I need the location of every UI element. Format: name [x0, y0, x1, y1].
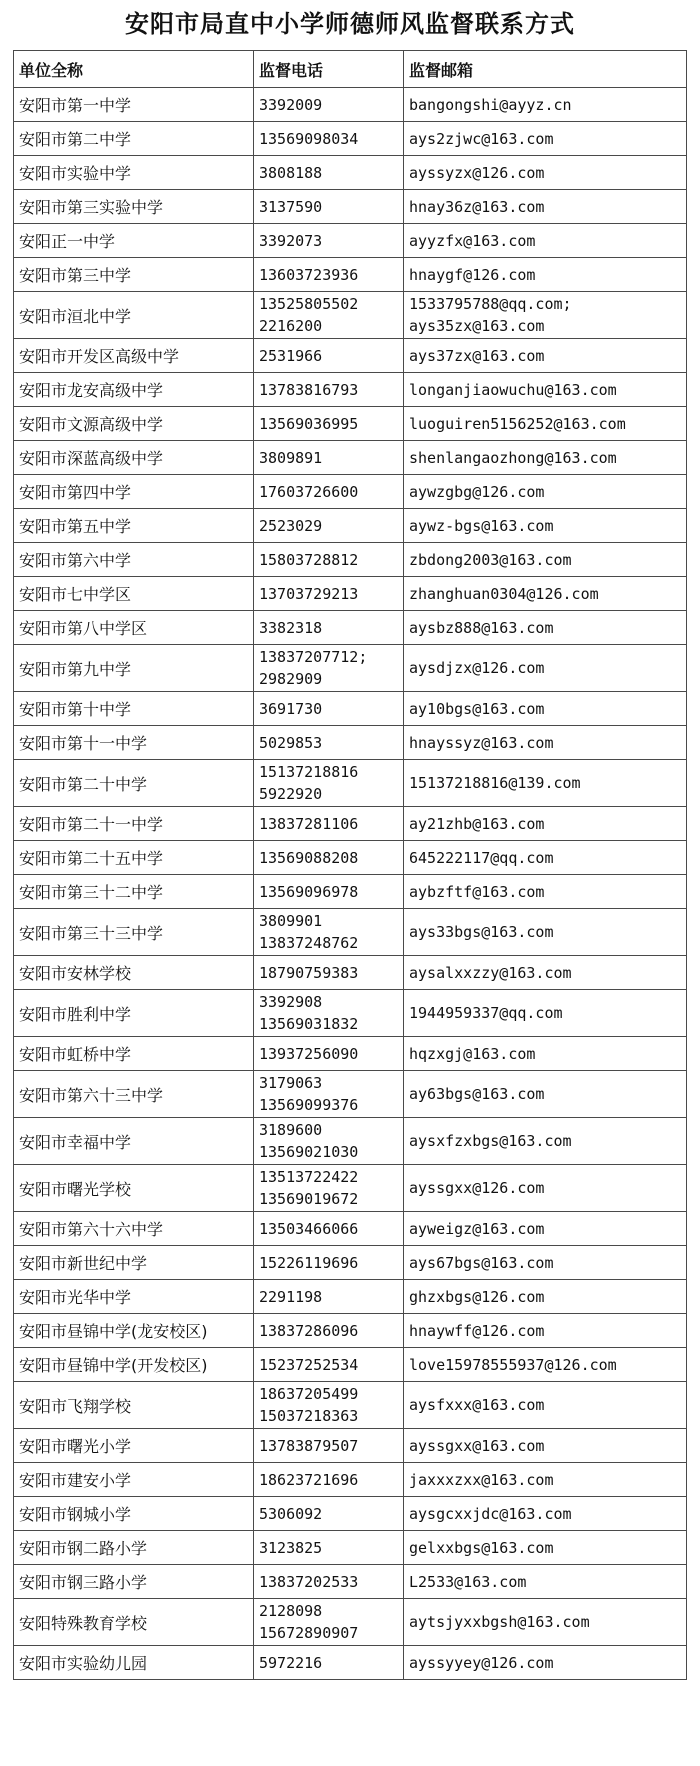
table-row: [14, 88, 687, 122]
phone-number: 3808188: [259, 163, 323, 182]
email-address: 1944959337@qq.com: [409, 1004, 563, 1022]
unit-name-cell: 安阳正一中学: [14, 224, 254, 258]
unit-name-cell: 安阳市昼锦中学(龙安校区): [14, 1314, 254, 1348]
phone-number: 2216200: [259, 317, 323, 335]
table-row: [14, 1280, 687, 1314]
email-address: ays67bgs@163.com: [409, 1253, 554, 1272]
unit-name-cell: 安阳市深蓝高级中学: [14, 441, 254, 475]
unit-name-cell: 安阳市安林学校: [14, 956, 254, 990]
unit-name-cell: 安阳市昼锦中学(开发校区): [14, 1348, 254, 1382]
email-cell: [404, 1646, 687, 1680]
unit-name-cell: 安阳市曙光学校: [14, 1165, 254, 1212]
email-address: ays37zx@163.com: [409, 346, 545, 365]
table-row: [14, 760, 687, 807]
phone-cell: [254, 1246, 404, 1280]
unit-name-cell: 安阳市第三十二中学: [14, 875, 254, 909]
phone-cell: [254, 1497, 404, 1531]
phone-number: 3179063: [259, 1074, 323, 1092]
email-address: hnaygf@126.com: [409, 265, 536, 284]
phone-number: 3809891: [259, 448, 323, 467]
email-address: luoguiren5156252@163.com: [409, 414, 626, 433]
email-cell: [404, 1599, 687, 1646]
unit-name-cell: 安阳市实验幼儿园: [14, 1646, 254, 1680]
table-row: [14, 1497, 687, 1531]
phone-cell: [254, 1165, 404, 1212]
phone-cell: [254, 1314, 404, 1348]
table-row: [14, 1382, 687, 1429]
email-address: aysxfzxbgs@163.com: [409, 1132, 572, 1150]
unit-name-cell: 安阳市虹桥中学: [14, 1037, 254, 1071]
phone-number: 13569096978: [259, 882, 359, 901]
email-address: hqzxgj@163.com: [409, 1044, 536, 1063]
header-phone: 监督电话: [254, 51, 404, 88]
phone-cell: [254, 1212, 404, 1246]
phone-cell: [254, 875, 404, 909]
unit-name-cell: 安阳市洹北中学: [14, 292, 254, 339]
phone-number: 13569031832: [259, 1015, 359, 1033]
table-row: [14, 543, 687, 577]
email-cell: [404, 1314, 687, 1348]
table-header: [14, 51, 687, 88]
unit-name-cell: 安阳市钢二路小学: [14, 1531, 254, 1565]
table-row: [14, 475, 687, 509]
email-address: ayssgxx@163.com: [409, 1436, 545, 1455]
unit-name-cell: 安阳市龙安高级中学: [14, 373, 254, 407]
table-row: [14, 692, 687, 726]
table-row: [14, 373, 687, 407]
email-address: aysbz888@163.com: [409, 618, 554, 637]
phone-cell: [254, 760, 404, 807]
phone-number: 5029853: [259, 733, 323, 752]
phone-cell: [254, 1599, 404, 1646]
phone-number: 13513722422: [259, 1168, 359, 1186]
phone-number: 13525805502: [259, 295, 359, 313]
phone-number: 15037218363: [259, 1407, 359, 1425]
phone-number: 13837286096: [259, 1321, 359, 1340]
phone-number: 13569099376: [259, 1096, 359, 1114]
header-row: [14, 51, 687, 88]
unit-name-cell: 安阳市第三中学: [14, 258, 254, 292]
phone-cell: [254, 258, 404, 292]
phone-cell: [254, 1348, 404, 1382]
email-address: hnayssyz@163.com: [409, 733, 554, 752]
phone-number: 13937256090: [259, 1044, 359, 1063]
unit-name-cell: 安阳市钢三路小学: [14, 1565, 254, 1599]
unit-name-cell: 安阳市光华中学: [14, 1280, 254, 1314]
email-address: aysalxxzzy@163.com: [409, 963, 572, 982]
email-address: aytsjyxxbgsh@163.com: [409, 1613, 590, 1631]
email-address: ays35zx@163.com: [409, 317, 545, 335]
phone-cell: [254, 88, 404, 122]
unit-name-cell: 安阳市文源高级中学: [14, 407, 254, 441]
phone-cell: [254, 292, 404, 339]
email-address: ays33bgs@163.com: [409, 923, 554, 941]
table-row: [14, 224, 687, 258]
phone-number: 13703729213: [259, 584, 359, 603]
phone-number: 13837202533: [259, 1572, 359, 1591]
phone-number: 15137218816: [259, 763, 359, 781]
email-cell: [404, 1212, 687, 1246]
email-cell: [404, 1463, 687, 1497]
email-cell: [404, 1565, 687, 1599]
unit-name-cell: 安阳市第二十中学: [14, 760, 254, 807]
phone-cell: [254, 122, 404, 156]
table-row: [14, 156, 687, 190]
unit-name-cell: 安阳市钢城小学: [14, 1497, 254, 1531]
unit-name-cell: 安阳市七中学区: [14, 577, 254, 611]
phone-cell: [254, 1382, 404, 1429]
email-cell: [404, 807, 687, 841]
unit-name-cell: 安阳市第一中学: [14, 88, 254, 122]
email-cell: [404, 543, 687, 577]
table-row: [14, 1599, 687, 1646]
table-row: [14, 956, 687, 990]
phone-number: 5972216: [259, 1653, 323, 1672]
phone-cell: [254, 156, 404, 190]
phone-cell: [254, 577, 404, 611]
phone-number: 13837207712;: [259, 648, 368, 666]
email-cell: [404, 990, 687, 1037]
email-cell: [404, 692, 687, 726]
email-cell: [404, 1280, 687, 1314]
phone-cell: [254, 1463, 404, 1497]
table-body: [14, 88, 687, 1680]
phone-cell: [254, 190, 404, 224]
email-address: ay63bgs@163.com: [409, 1085, 545, 1103]
table-row: [14, 807, 687, 841]
email-cell: [404, 1382, 687, 1429]
phone-number: 5306092: [259, 1504, 323, 1523]
phone-number: 3123825: [259, 1538, 323, 1557]
phone-number: 13569098034: [259, 129, 359, 148]
phone-number: 18637205499: [259, 1385, 359, 1403]
phone-number: 15226119696: [259, 1253, 359, 1272]
email-address: ayweigz@163.com: [409, 1219, 545, 1238]
table-row: [14, 1463, 687, 1497]
header-unit-name: 单位全称: [14, 51, 254, 88]
email-cell: [404, 577, 687, 611]
phone-cell: [254, 1565, 404, 1599]
unit-name-cell: 安阳市第三实验中学: [14, 190, 254, 224]
email-address: ay10bgs@163.com: [409, 699, 545, 718]
email-address: aywz-bgs@163.com: [409, 516, 554, 535]
unit-name-cell: 安阳特殊教育学校: [14, 1599, 254, 1646]
email-cell: [404, 1531, 687, 1565]
phone-cell: [254, 441, 404, 475]
table-row: [14, 509, 687, 543]
email-cell: [404, 258, 687, 292]
phone-cell: [254, 1071, 404, 1118]
table-row: [14, 577, 687, 611]
phone-cell: [254, 339, 404, 373]
email-address: ayssgxx@126.com: [409, 1179, 545, 1197]
phone-number: 18790759383: [259, 963, 359, 982]
email-address: gelxxbgs@163.com: [409, 1538, 554, 1557]
email-cell: [404, 611, 687, 645]
table-row: [14, 1348, 687, 1382]
phone-number: 3809901: [259, 912, 323, 930]
phone-number: 13783816793: [259, 380, 359, 399]
phone-number: 3392073: [259, 231, 323, 250]
table-row: [14, 1429, 687, 1463]
phone-cell: [254, 645, 404, 692]
phone-number: 13569036995: [259, 414, 359, 433]
unit-name-cell: 安阳市实验中学: [14, 156, 254, 190]
phone-cell: [254, 1280, 404, 1314]
email-cell: [404, 224, 687, 258]
email-address: zbdong2003@163.com: [409, 550, 572, 569]
email-address: jaxxxzxx@163.com: [409, 1470, 554, 1489]
unit-name-cell: 安阳市第六十三中学: [14, 1071, 254, 1118]
phone-number: 3137590: [259, 197, 323, 216]
unit-name-cell: 安阳市曙光小学: [14, 1429, 254, 1463]
email-cell: [404, 1118, 687, 1165]
phone-cell: [254, 1429, 404, 1463]
unit-name-cell: 安阳市新世纪中学: [14, 1246, 254, 1280]
email-address: ayyzfx@163.com: [409, 231, 536, 250]
table-row: [14, 611, 687, 645]
phone-number: 13837248762: [259, 934, 359, 952]
phone-number: 3691730: [259, 699, 323, 718]
email-cell: [404, 339, 687, 373]
email-address: hnaywff@126.com: [409, 1321, 545, 1340]
phone-cell: [254, 990, 404, 1037]
phone-number: 13603723936: [259, 265, 359, 284]
phone-number: 3392009: [259, 95, 323, 114]
email-cell: [404, 726, 687, 760]
unit-name-cell: 安阳市第四中学: [14, 475, 254, 509]
unit-name-cell: 安阳市建安小学: [14, 1463, 254, 1497]
email-cell: [404, 956, 687, 990]
email-cell: [404, 407, 687, 441]
contact-table: [13, 50, 687, 1680]
email-address: shenlangaozhong@163.com: [409, 448, 617, 467]
table-row: [14, 1565, 687, 1599]
table-row: [14, 1314, 687, 1348]
email-address: 15137218816@139.com: [409, 774, 581, 792]
table-row: [14, 875, 687, 909]
table-row: [14, 1037, 687, 1071]
phone-cell: [254, 909, 404, 956]
email-cell: [404, 122, 687, 156]
phone-cell: [254, 543, 404, 577]
email-address: aysdjzx@126.com: [409, 659, 545, 677]
unit-name-cell: 安阳市第十一中学: [14, 726, 254, 760]
email-cell: [404, 190, 687, 224]
phone-number: 13569019672: [259, 1190, 359, 1208]
table-row: [14, 1212, 687, 1246]
unit-name-cell: 安阳市第九中学: [14, 645, 254, 692]
unit-name-cell: 安阳市第二中学: [14, 122, 254, 156]
table-row: [14, 1646, 687, 1680]
phone-number: 2291198: [259, 1287, 323, 1306]
email-cell: [404, 760, 687, 807]
email-cell: [404, 509, 687, 543]
table-row: [14, 122, 687, 156]
phone-number: 13569021030: [259, 1143, 359, 1161]
phone-number: 15672890907: [259, 1624, 359, 1642]
phone-number: 13783879507: [259, 1436, 359, 1455]
unit-name-cell: 安阳市第六中学: [14, 543, 254, 577]
table-row: [14, 292, 687, 339]
phone-number: 17603726600: [259, 482, 359, 501]
email-address: ayssyzx@126.com: [409, 163, 545, 182]
unit-name-cell: 安阳市第三十三中学: [14, 909, 254, 956]
phone-number: 2523029: [259, 516, 323, 535]
email-cell: [404, 441, 687, 475]
unit-name-cell: 安阳市第六十六中学: [14, 1212, 254, 1246]
phone-cell: [254, 475, 404, 509]
unit-name-cell: 安阳市幸福中学: [14, 1118, 254, 1165]
table-row: [14, 645, 687, 692]
phone-cell: [254, 407, 404, 441]
email-cell: [404, 1071, 687, 1118]
email-address: aybzftf@163.com: [409, 882, 545, 901]
phone-number: 13569088208: [259, 848, 359, 867]
phone-number: 15237252534: [259, 1355, 359, 1374]
email-cell: [404, 292, 687, 339]
email-address: ays2zjwc@163.com: [409, 129, 554, 148]
email-address: L2533@163.com: [409, 1572, 527, 1591]
phone-cell: [254, 692, 404, 726]
table-row: [14, 441, 687, 475]
table-row: [14, 841, 687, 875]
phone-number: 2982909: [259, 670, 323, 688]
email-cell: [404, 1348, 687, 1382]
email-cell: [404, 1429, 687, 1463]
phone-cell: [254, 1118, 404, 1165]
phone-number: 13837281106: [259, 814, 359, 833]
email-address: bangongshi@ayyz.cn: [409, 95, 572, 114]
phone-number: 18623721696: [259, 1470, 359, 1489]
unit-name-cell: 安阳市胜利中学: [14, 990, 254, 1037]
unit-name-cell: 安阳市飞翔学校: [14, 1382, 254, 1429]
table-row: [14, 1165, 687, 1212]
email-address: ay21zhb@163.com: [409, 814, 545, 833]
email-address: love15978555937@126.com: [409, 1355, 617, 1374]
unit-name-cell: 安阳市第二十一中学: [14, 807, 254, 841]
email-cell: [404, 475, 687, 509]
table-row: [14, 726, 687, 760]
email-cell: [404, 1246, 687, 1280]
phone-number: 13503466066: [259, 1219, 359, 1238]
phone-number: 2531966: [259, 346, 323, 365]
email-cell: [404, 841, 687, 875]
table-row: [14, 1246, 687, 1280]
phone-cell: [254, 807, 404, 841]
phone-number: 2128098: [259, 1602, 323, 1620]
email-address: aywzgbg@126.com: [409, 482, 545, 501]
phone-cell: [254, 509, 404, 543]
email-cell: [404, 156, 687, 190]
table-row: [14, 258, 687, 292]
phone-cell: [254, 1037, 404, 1071]
phone-cell: [254, 1531, 404, 1565]
email-address: aysfxxx@163.com: [409, 1396, 545, 1414]
email-address: zhanghuan0304@126.com: [409, 584, 599, 603]
table-row: [14, 909, 687, 956]
phone-number: 3382318: [259, 618, 323, 637]
email-cell: [404, 875, 687, 909]
table-row: [14, 407, 687, 441]
phone-cell: [254, 611, 404, 645]
unit-name-cell: 安阳市开发区高级中学: [14, 339, 254, 373]
email-address: 1533795788@qq.com;: [409, 295, 572, 313]
email-cell: [404, 373, 687, 407]
table-row: [14, 1531, 687, 1565]
email-address: ayssyyey@126.com: [409, 1653, 554, 1672]
email-cell: [404, 1165, 687, 1212]
phone-cell: [254, 726, 404, 760]
unit-name-cell: 安阳市第二十五中学: [14, 841, 254, 875]
table-row: [14, 190, 687, 224]
phone-cell: [254, 956, 404, 990]
email-cell: [404, 645, 687, 692]
table-row: [14, 1118, 687, 1165]
table-row: [14, 990, 687, 1037]
phone-number: 5922920: [259, 785, 323, 803]
email-cell: [404, 909, 687, 956]
table-row: [14, 1071, 687, 1118]
unit-name-cell: 安阳市第十中学: [14, 692, 254, 726]
phone-number: 3392908: [259, 993, 323, 1011]
phone-cell: [254, 224, 404, 258]
phone-cell: [254, 373, 404, 407]
email-address: longanjiaowuchu@163.com: [409, 380, 617, 399]
email-cell: [404, 88, 687, 122]
email-cell: [404, 1037, 687, 1071]
table-row: [14, 339, 687, 373]
phone-number: 15803728812: [259, 550, 359, 569]
email-address: ghzxbgs@126.com: [409, 1287, 545, 1306]
phone-number: 3189600: [259, 1121, 323, 1139]
phone-cell: [254, 841, 404, 875]
phone-cell: [254, 1646, 404, 1680]
email-cell: [404, 1497, 687, 1531]
email-address: 645222117@qq.com: [409, 848, 554, 867]
unit-name-cell: 安阳市第五中学: [14, 509, 254, 543]
email-address: hnay36z@163.com: [409, 197, 545, 216]
unit-name-cell: 安阳市第八中学区: [14, 611, 254, 645]
email-address: aysgcxxjdc@163.com: [409, 1504, 572, 1523]
header-email: 监督邮箱: [404, 51, 687, 88]
page-title: 安阳市局直中小学师德师风监督联系方式: [125, 10, 575, 38]
